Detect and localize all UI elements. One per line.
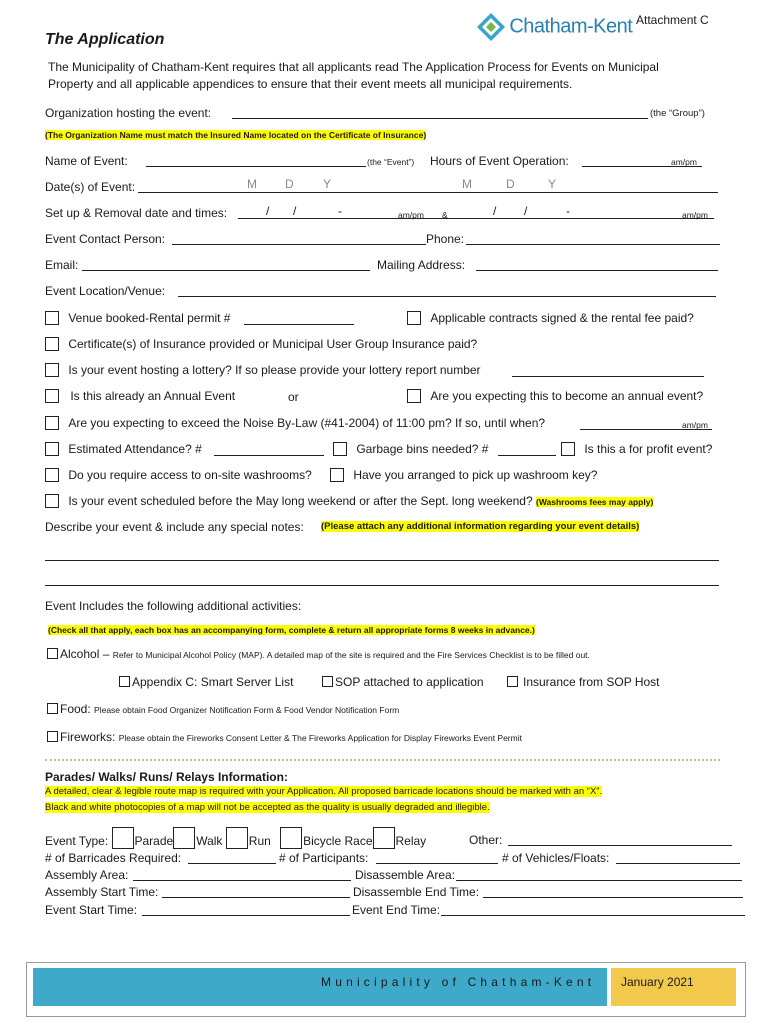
alcohol-note: Refer to Municipal Alcohol Policy (MAP). A detailed map of the site is required and the Fire Services Checklist is to be filled out. (112, 650, 590, 660)
mailing-label: Mailing Address: (377, 258, 466, 272)
become-annual-checkbox[interactable] (407, 389, 421, 403)
org-input[interactable] (232, 118, 648, 119)
venue-checkbox[interactable] (45, 311, 59, 325)
setup-input[interactable] (238, 218, 714, 219)
attachment-label: Attachment C (636, 13, 709, 27)
food-note: Please obtain Food Organizer Notification Form & Food Vendor Notification Form (94, 705, 400, 715)
event-end-label: Event End Time: (352, 903, 441, 917)
garbage-checkbox[interactable] (333, 442, 347, 456)
mailing-input[interactable] (476, 270, 718, 271)
run-checkbox[interactable] (226, 827, 248, 849)
profit-row (561, 442, 712, 456)
event-type-row (45, 827, 426, 849)
disassemble-label: Disassemble Area: (355, 868, 456, 882)
washrooms-row (45, 468, 312, 482)
profit-checkbox[interactable] (561, 442, 575, 456)
lottery-input[interactable] (512, 376, 704, 377)
walk-label: Walk (196, 834, 223, 848)
parade-label: Parade (134, 834, 174, 848)
logo-text: Chatham-Kent (509, 15, 633, 38)
chatham-kent-diamond-icon (476, 12, 506, 42)
garbage-input[interactable] (498, 455, 556, 456)
phone-input[interactable] (466, 244, 720, 245)
vehicles-input[interactable] (616, 863, 740, 864)
parades-note-2: Black and white photocopies of a map will not be accepted as the quality is usually degraded and illegible. (45, 802, 490, 813)
annual-label: Is this already an Annual Event (70, 389, 236, 403)
venue-row (45, 311, 230, 325)
setup-slash-3: / (493, 204, 497, 218)
event-start-input[interactable] (142, 915, 350, 916)
setup-dash-1: - (338, 204, 342, 218)
insurance-checkbox[interactable] (45, 337, 59, 351)
contracts-checkbox[interactable] (407, 311, 421, 325)
fireworks-note: Please obtain the Fireworks Consent Letter & The Fireworks Application for Display Fireworks Event Permit (118, 733, 522, 743)
noise-checkbox[interactable] (45, 416, 59, 430)
may-label: Is your event scheduled before the May long weekend or after the Sept. long weekend? (68, 494, 533, 508)
email-input[interactable] (82, 270, 370, 271)
relay-checkbox[interactable] (373, 827, 395, 849)
phone-label: Phone: (426, 232, 465, 246)
annual-row (45, 389, 235, 403)
barricades-label: # of Barricades Required: (45, 851, 182, 865)
footer-municipality: Municipality of Chatham-Kent (321, 975, 596, 989)
food-label: Food: (60, 702, 91, 716)
lottery-row (45, 363, 481, 377)
insurance-sop-label: Insurance from SOP Host (523, 675, 660, 689)
contracts-label: Applicable contracts signed & the rental fee paid? (430, 311, 694, 325)
setup-slash-4: / (524, 204, 528, 218)
date2-d: D (506, 177, 516, 191)
attendance-label: Estimated Attendance? # (68, 442, 202, 456)
location-label: Event Location/Venue: (45, 284, 166, 298)
email-label: Email: (45, 258, 79, 272)
smart-server-label: Appendix C: Smart Server List (132, 675, 294, 689)
sop-label: SOP attached to application (335, 675, 484, 689)
attendance-row (45, 442, 202, 456)
event-name-suffix: (the “Event”) (367, 157, 415, 167)
other-input[interactable] (508, 845, 732, 846)
org-suffix: (the “Group”) (650, 108, 705, 119)
disassemble-end-label: Disassemble End Time: (353, 885, 480, 899)
bicycle-label: Bicycle Race (303, 834, 373, 848)
setup-label: Set up & Removal date and times: (45, 206, 228, 220)
insurance-label: Certificate(s) of Insurance provided or Municipal User Group Insurance paid? (68, 337, 478, 351)
venue-input[interactable] (244, 324, 354, 325)
section-divider (45, 759, 720, 761)
contact-label: Event Contact Person: (45, 232, 166, 246)
page-title: The Application (45, 31, 165, 48)
event-name-input[interactable] (146, 166, 366, 167)
date2-m: M (462, 177, 473, 191)
assembly-start-label: Assembly Start Time: (45, 885, 159, 899)
date1-y: Y (323, 177, 333, 191)
washroom-key-checkbox[interactable] (330, 468, 344, 482)
bicycle-checkbox[interactable] (280, 827, 302, 849)
profit-label: Is this a for profit event? (584, 442, 713, 456)
food-checkbox[interactable] (47, 703, 58, 714)
barricades-input[interactable] (188, 863, 276, 864)
run-label: Run (248, 834, 271, 848)
participants-input[interactable] (376, 863, 498, 864)
noise-ampm: am/pm (682, 420, 708, 430)
event-type-label: Event Type: (45, 834, 109, 848)
describe-note: (Please attach any additional information regarding your event details) (321, 521, 640, 532)
washrooms-label: Do you require access to on-site washrooms? (68, 468, 312, 482)
intro-line-2: Property and all applicable appendices to ensure that their event meets all municipal requirements. (48, 77, 573, 91)
washrooms-checkbox[interactable] (45, 468, 59, 482)
may-note: (Washrooms fees may apply) (535, 497, 654, 507)
location-input[interactable] (178, 296, 716, 297)
insurance-sop-row (507, 675, 660, 689)
footer-date: January 2021 (621, 975, 694, 989)
intro-line-1: The Municipality of Chatham-Kent requires that all applicants read The Application Process for Events on Municipal (48, 60, 659, 74)
noise-label: Are you expecting to exceed the Noise By-Law (#41-2004) of 11:00 pm? If so, until when? (68, 416, 546, 430)
fireworks-checkbox[interactable] (47, 731, 58, 742)
activities-heading: Event Includes the following additional activities: (45, 599, 302, 613)
become-annual-label: Are you expecting this to become an annual event? (430, 389, 704, 403)
washroom-key-label: Have you arranged to pick up washroom key? (353, 468, 598, 482)
attendance-checkbox[interactable] (45, 442, 59, 456)
food-row (47, 702, 399, 716)
assembly-label: Assembly Area: (45, 868, 129, 882)
setup-dash-2: - (566, 204, 570, 218)
annual-checkbox[interactable] (45, 389, 59, 403)
alcohol-row (47, 647, 590, 661)
walk-checkbox[interactable] (173, 827, 195, 849)
parade-checkbox[interactable] (112, 827, 134, 849)
hours-ampm: am/pm (671, 157, 697, 167)
setup-slash-2: / (293, 204, 297, 218)
noise-row (45, 416, 545, 430)
lottery-checkbox[interactable] (45, 363, 59, 377)
or-label: or (288, 390, 299, 404)
other-label: Other: (469, 833, 503, 847)
disassemble-end-input[interactable] (483, 897, 743, 898)
setup-ampm-1: am/pm (398, 210, 424, 220)
insurance-row (45, 337, 477, 351)
describe-label: Describe your event & include any special notes: (45, 520, 304, 534)
alcohol-label: Alcohol – (60, 647, 110, 661)
setup-slash-1: / (266, 204, 270, 218)
lottery-label: Is your event hosting a lottery? If so please provide your lottery report number (68, 363, 481, 377)
smart-server-row (119, 675, 293, 689)
venue-label: Venue booked-Rental permit # (68, 311, 231, 325)
sop-checkbox[interactable] (322, 676, 333, 687)
logo (476, 12, 632, 42)
smart-server-checkbox[interactable] (119, 676, 130, 687)
insurance-sop-checkbox[interactable] (507, 676, 518, 687)
relay-label: Relay (395, 834, 427, 848)
washroom-key-row (330, 468, 597, 482)
dates-input[interactable] (138, 192, 718, 193)
event-end-input[interactable] (441, 915, 745, 916)
vehicles-label: # of Vehicles/Floats: (502, 851, 610, 865)
setup-amp: & (442, 210, 448, 220)
org-label: Organization hosting the event: (45, 106, 212, 120)
may-row (45, 494, 653, 508)
dates-label: Date(s) of Event: (45, 180, 136, 194)
alcohol-checkbox[interactable] (47, 648, 58, 659)
event-start-label: Event Start Time: (45, 903, 138, 917)
fireworks-row (47, 730, 522, 744)
assembly-input[interactable] (133, 880, 351, 881)
hours-label: Hours of Event Operation: (430, 154, 569, 168)
activities-note: (Check all that apply, each box has an accompanying form, complete & return all appropriate forms 8 weeks in advance.) (48, 625, 535, 635)
event-name-label: Name of Event: (45, 154, 128, 168)
become-annual-row (407, 389, 703, 403)
attendance-input[interactable] (214, 455, 324, 456)
sop-row (322, 675, 484, 689)
assembly-start-input[interactable] (162, 897, 350, 898)
org-note: (The Organization Name must match the Insured Name located on the Certificate of Insurance) (45, 130, 427, 140)
disassemble-input[interactable] (456, 880, 742, 881)
date2-y: Y (548, 177, 558, 191)
may-checkbox[interactable] (45, 494, 59, 508)
parades-note-1: A detailed, clear & legible route map is required with your Application. All proposed barricade locations should be marked with an “X”. (45, 786, 603, 797)
setup-ampm-2: am/pm (682, 210, 708, 220)
garbage-label: Garbage bins needed? # (356, 442, 489, 456)
describe-input-2[interactable] (45, 585, 719, 586)
describe-input-1[interactable] (45, 560, 719, 561)
contracts-row (407, 311, 694, 325)
contact-input[interactable] (172, 244, 426, 245)
date1-m: M (247, 177, 258, 191)
date1-d: D (285, 177, 295, 191)
fireworks-label: Fireworks: (60, 730, 116, 744)
participants-label: # of Participants: (279, 851, 369, 865)
parades-heading: Parades/ Walks/ Runs/ Relays Information: (45, 770, 288, 784)
garbage-row (333, 442, 488, 456)
